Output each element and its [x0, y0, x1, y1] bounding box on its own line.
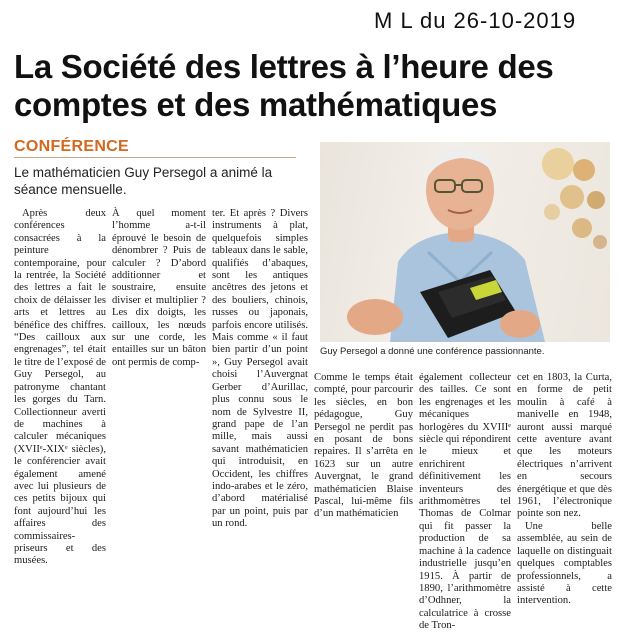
- photo-caption: Guy Persegol a donné une conférence passionnante.: [320, 346, 545, 357]
- article-column-6: [517, 372, 612, 608]
- paragraph: cet en 1803, la Curta, en forme de petit moulin à café à manivelle en 1948, auront aussi marqué cette aventure avant que les moteurs électriques n’arrivent en secours énergétique et que dès 1961, l’électronique pointe son nez.: [517, 372, 612, 520]
- date-stamp: M L du 26-10-2019: [374, 8, 577, 33]
- article-column-5: [419, 372, 511, 633]
- kicker-divider: [14, 157, 296, 158]
- article-headline: La Société des lettres à l’heure des comptes et des mathématiques: [14, 48, 554, 123]
- paragraph: également collecteur des tailles. Ce sont les engrenages et les mécaniques horlogères du XVIIIᵉ siècle qui répondirent le mieux et enrichirent définitivement les inventeurs des arithmomètres tel Thomas de Colmar qui fit passer la production de sa machine à la cadence industrielle jusqu’en 1915. À partir de 1890, l’arithmomètre d’Odhner, la calculatrice à crosse de Tron-: [419, 372, 511, 632]
- article-column-4: [314, 372, 413, 521]
- section-kicker: CONFÉRENCE: [14, 138, 130, 155]
- paragraph: Une belle assemblée, au sein de laquelle on distinguait quelques comptables professionnels, a assisté à cette intervention.: [517, 520, 612, 607]
- article-lead: Le mathématicien Guy Persegol a animé la séance mensuelle.: [14, 165, 273, 197]
- article-column-2: [112, 208, 206, 369]
- paragraph: Comme le temps était compté, pour parcourir les siècles, en bon pédagogue, Guy Persegol ne perdit pas en posant de bons repaires. Il s’arrêta en 1623 sur un autre Auvergnat, le grand mathématicien Blaise Pascal, lui-même fils d’un mathématicien: [314, 372, 413, 520]
- paragraph: À quel moment l’homme a-t-il éprouvé le besoin de dénombrer ? Puis de calculer ? D’abord additionner et soustraire, ensuite diviser et multiplier ? Les dix doigts, les cailloux, les nœuds sur une corde, les entailles sur un bâton ont permis de comp-: [112, 208, 206, 368]
- article-column-3: [212, 208, 308, 531]
- paragraph: ter. Et après ? Divers instruments à plat, quelquefois simples tableaux dans le sable, qualifiés d’abaques, sont les antiques ancêtres des jetons et des bouliers, chinois, russes ou japonais, parfois encore utilisés. Mais comme « il faut bien partir d’un point », Guy Persegol avait choisi l’Auvergnat Gerber d’Aurillac, plus connu sous le nom de Sylvestre II, grand pape de l’an mille, mais aussi savant mathématicien qui introduisit, en Occident, les chiffres indo-arabes et le zéro, d’abord matérialisé par un point, puis par un rond.: [212, 208, 308, 530]
- speaker-photo-illustration: [320, 142, 610, 342]
- paragraph: Après deux conférences consacrées à la peinture contemporaine, pour la rentrée, la Société des lettres a fait le choix de délaisser les arts et lettres au bénéfice des chiffres. “Des cailloux aux engrenages”, tel était le titre de l’exposé de Guy Persegol, au patronyme chantant les gorges du Tarn. Collectionneur averti de machines à calculer mécaniques (XVIIᵉ-XIXᵉ siècles), le conférencier avait également amené avec lui plusieurs de ces petits bijoux qui font aujourd’hui les affaires des commissaires-priseurs et des musées.: [14, 208, 106, 567]
- article-photo: [320, 142, 610, 342]
- article-column-1: [14, 208, 106, 568]
